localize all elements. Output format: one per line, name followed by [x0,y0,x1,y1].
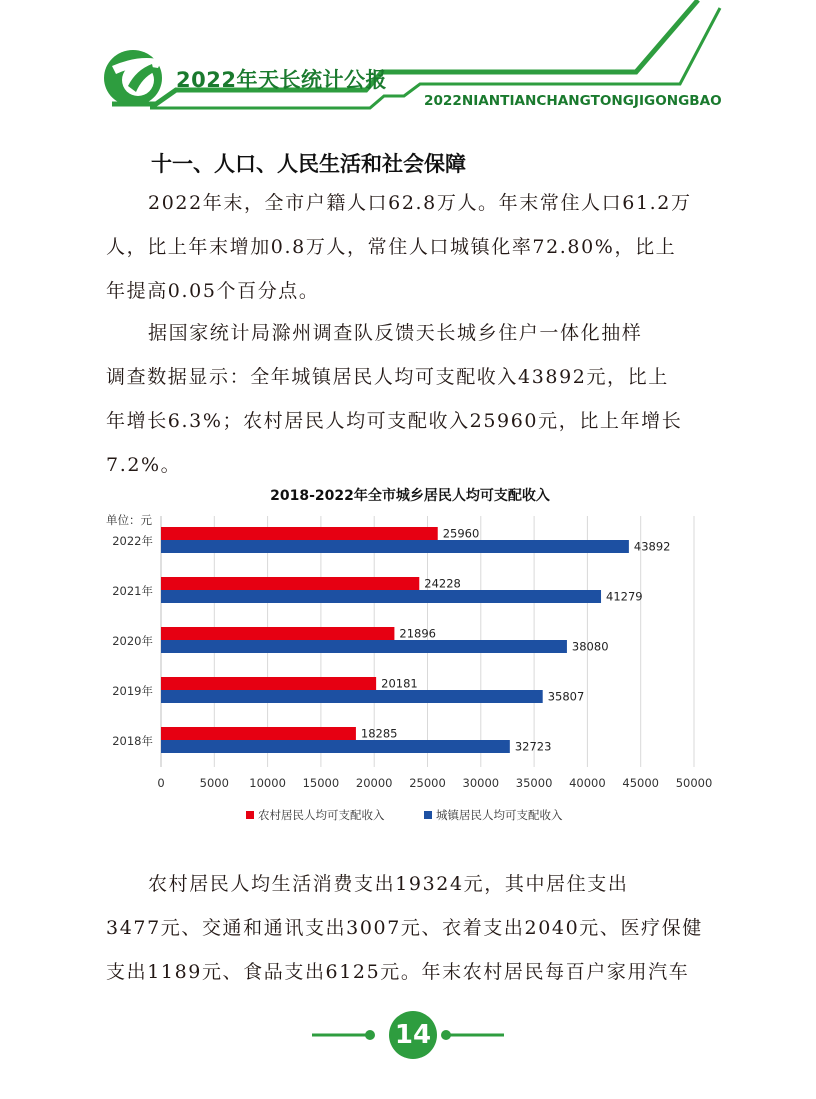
page-number: 14 [389,1011,437,1059]
paragraph-income [106,311,716,487]
data-label: 24228 [424,576,461,591]
data-label: 35807 [547,689,585,704]
bar-rural [161,627,394,640]
paragraph-line: 3477元、交通和通讯支出3007元、衣着支出2040元、医疗保健 [106,917,703,939]
paragraph-population [106,181,716,313]
x-tick-label: 10000 [249,776,286,790]
data-label: 18285 [360,726,398,741]
category-label: 2021年 [112,584,153,598]
bar-rural [161,527,438,540]
x-tick-label: 50000 [675,776,713,790]
bar-urban [161,740,510,753]
paragraph-line: 支出1189元、食品支出6125元。年末农村居民每百户家用汽车 [106,961,690,983]
chart-title: 2018-2022年全市城乡居民人均可支配收入 [270,488,550,504]
legend-swatch [424,811,432,819]
income-chart [100,476,720,840]
header-subtitle: 2022NIANTIANCHANGTONGJIGONGBAO [424,93,722,109]
income-chart-svg [100,476,720,836]
statistics-logo-icon [104,50,162,106]
x-tick-label: 0 [157,776,165,790]
category-label: 2019年 [112,684,153,698]
category-label: 2020年 [112,634,153,648]
section-title: 十一、人口、人民生活和社会保障 [151,152,466,176]
legend-swatch [246,811,254,819]
bar-urban [161,640,567,653]
data-label: 41279 [606,589,643,604]
paragraph-line: 人，比上年末增加0.8万人，常住人口城镇化率72.80%，比上 [106,236,677,258]
data-label: 43892 [633,539,671,554]
x-tick-label: 40000 [569,776,606,790]
category-label: 2018年 [112,734,153,748]
legend-label: 农村居民人均可支配收入 [258,808,385,822]
data-label: 20181 [381,676,418,691]
bar-rural [161,577,419,590]
header-title: 2022年天长统计公报 [176,68,387,92]
paragraph-line: 调查数据显示：全年城镇居民人均可支配收入43892元，比上 [106,366,669,388]
x-tick-label: 5000 [199,776,229,790]
page-header [0,0,816,120]
paragraph-line: 农村居民人均生活消费支出19324元，其中居住支出 [148,873,629,895]
bar-rural [161,677,376,690]
category-label: 2022年 [112,534,153,548]
bar-rural [161,727,356,740]
paragraph-line: 2022年末，全市户籍人口62.8万人。年末常住人口61.2万 [148,192,692,214]
x-tick-label: 15000 [302,776,340,790]
paragraph-line: 年提高0.05个百分点。 [106,280,320,302]
x-tick-label: 35000 [515,776,553,790]
data-label: 21896 [399,626,437,641]
paragraph-line: 年增长6.3%；农村居民人均可支配收入25960元，比上年增长 [106,410,683,432]
bar-urban [161,590,601,603]
x-tick-label: 20000 [355,776,393,790]
bar-urban [161,690,543,703]
bar-urban [161,540,629,553]
data-label: 32723 [514,739,552,754]
x-tick-label: 45000 [622,776,659,790]
paragraph-consumption [106,862,716,994]
legend-label: 城镇居民人均可支配收入 [436,808,563,822]
x-tick-label: 30000 [462,776,500,790]
data-label: 25960 [442,526,480,541]
data-label: 38080 [571,639,609,654]
paragraph-line: 7.2%。 [106,454,182,476]
chart-unit-label: 单位：元 [106,513,152,527]
paragraph-line: 据国家统计局滁州调查队反馈天长城乡住户一体化抽样 [148,322,643,344]
x-tick-label: 25000 [409,776,446,790]
